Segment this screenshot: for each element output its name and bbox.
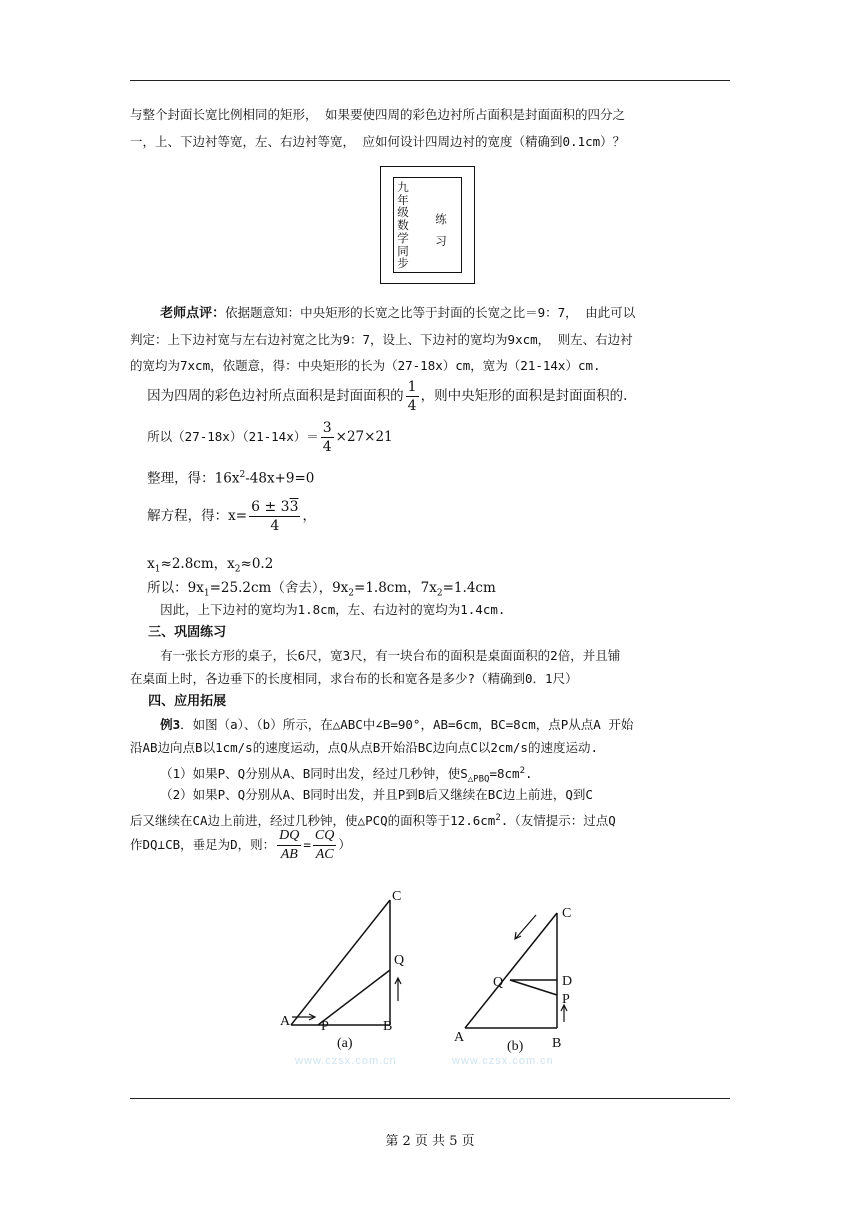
example-line-2: 沿AB边向点B以1cm/s的速度运动，点Q从点B开始沿BC边向点C以2cm/s的速度运动. <box>130 740 598 755</box>
comment-line-2: 判定：上下边衬宽与左右边衬宽之比为9：7，设上、下边衬的宽均为9xcm， 则左、右边衬 <box>130 332 633 347</box>
exercise-line-1: 有一张长方形的桌子，长6尺，宽3尺，有一块台布的面积是桌面面积的2倍，并且铺 <box>160 648 621 663</box>
watermark-left: www.czsx.com.cn <box>295 1055 397 1067</box>
label-q: Q <box>394 953 405 968</box>
comment-line-3: 的宽均为7xcm，依题意，得：中央矩形的长为（27-18x）cm，宽为（21-14x）cm. <box>130 358 601 373</box>
segment-qp <box>510 980 557 995</box>
cover-title-text: 九年级数学同步 <box>397 180 409 271</box>
cover-figure <box>380 166 475 284</box>
ratio-fraction-cq-ac: $\frac{CQ}{AC}$ <box>314 828 335 862</box>
example-question-1: （1）如果P、Q分别从A、B同时出发，经过几秒钟，使$S_{\triangle PBQ}=8cm^2$. <box>160 766 533 785</box>
simplified-equation: 整理，得：$16x^2-48x+9=0$ <box>147 470 315 487</box>
arrow-cq-shaft <box>516 915 536 938</box>
problem-line-2: 一，上、下边衬等宽，左、右边衬等宽， 应如何设计四周边衬的宽度（精确到0.1cm）？ <box>130 134 626 149</box>
header-rule <box>130 80 730 81</box>
caption-a: (a) <box>337 1036 353 1051</box>
comment-line-1: 老师点评：依据题意知：中央矩形的长宽之比等于封面的长宽之比＝9：7， 由此可以 <box>160 305 636 321</box>
ratio-fraction-dq-ab: $\frac{DQ}{AB}$ <box>279 828 300 862</box>
example-hint-line: 作DQ⊥CB，垂足为D，则： $\frac{DQ}{AB}$ = $\frac{CQ}{AC}$ ） <box>130 828 351 862</box>
solution-formula: 解方程，得：x= $\frac{6 \pm 33}{4}$ ， <box>147 499 316 534</box>
fraction-one-quarter: $\frac{1}{4}$ <box>407 379 417 414</box>
fraction-three-quarters: $\frac{3}{4}$ <box>322 420 332 455</box>
example-question-2-line-1: （2）如果P、Q分别从A、B同时出发，并且P到B后又继续在BC边上前进，Q到C <box>160 787 593 802</box>
section-heading-practice: 三、巩固练习 <box>148 625 227 640</box>
label-b: B <box>383 1019 393 1034</box>
label-b: B <box>552 1036 562 1051</box>
label-c: C <box>562 906 572 921</box>
footer-rule <box>130 1098 730 1099</box>
conclusion-line: 因此，上下边衬的宽均为1.8cm，左、右边衬的宽均为1.4cm. <box>160 602 506 617</box>
segment-ac <box>465 913 557 1028</box>
comment-label: 老师点评： <box>160 306 226 321</box>
example-question-2-line-2: 后又继续在CA边上前进，经过几秒钟，使△PCQ的面积等于$12.6cm^2$.（友情提示：过点Q <box>130 813 616 829</box>
label-c: C <box>392 889 402 904</box>
equation-line: 所以（27-18x）（21-14x）＝ $\frac{3}{4}$ ×27×21 <box>147 420 393 455</box>
widths-line: 所以：$9x_1=25.2cm$（舍去），$9x_2=1.8cm$，$7x_2=1.4cm$ <box>147 580 496 599</box>
section-heading-extension: 四、应用拓展 <box>148 694 227 709</box>
watermark-right: www.czsx.com.cn <box>452 1055 554 1067</box>
exercise-line-2: 在桌面上时，各边垂下的长度相同，求台布的长和宽各是多少?（精确到0．1尺） <box>130 671 578 686</box>
problem-line-1: 与整个封面长宽比例相同的矩形， 如果要使四周的彩色边衬所占面积是封面面积的四分之 <box>130 107 626 122</box>
current-page-number: 2 <box>402 1134 411 1149</box>
figure-b <box>448 895 598 1065</box>
total-pages: 5 <box>449 1134 458 1149</box>
cover-inner-frame <box>393 177 462 273</box>
figure-a <box>270 885 420 1060</box>
label-q: Q <box>493 975 504 990</box>
quadratic-root-fraction: $\frac{6 \pm 33}{4}$ <box>251 499 299 534</box>
label-a: A <box>454 1030 465 1045</box>
cover-practice-text: 练习 <box>435 212 447 248</box>
caption-b: (b) <box>507 1039 524 1054</box>
roots-line: $x_1\approx 2.8cm$，$x_2\approx 0.2$ <box>147 556 274 575</box>
label-p: P <box>562 992 570 1007</box>
label-d: D <box>562 974 573 989</box>
example-line-1: 例3．如图（a）、（b）所示，在△ABC中∠B=90°，AB=6cm，BC=8cm，点P从点A 开始 <box>160 717 634 732</box>
comment-line-4: 因为四周的彩色边衬所点面积是封面面积的 $\frac{1}{4}$ ，则中央矩形的面积是封面面积的. <box>147 379 628 414</box>
segment-ac <box>291 900 390 1025</box>
example-label: 例3 <box>160 717 181 732</box>
label-a: A <box>280 1014 291 1029</box>
label-p: P <box>321 1019 329 1034</box>
page-footer: 第 2 页 共 5 页 <box>385 1134 475 1149</box>
